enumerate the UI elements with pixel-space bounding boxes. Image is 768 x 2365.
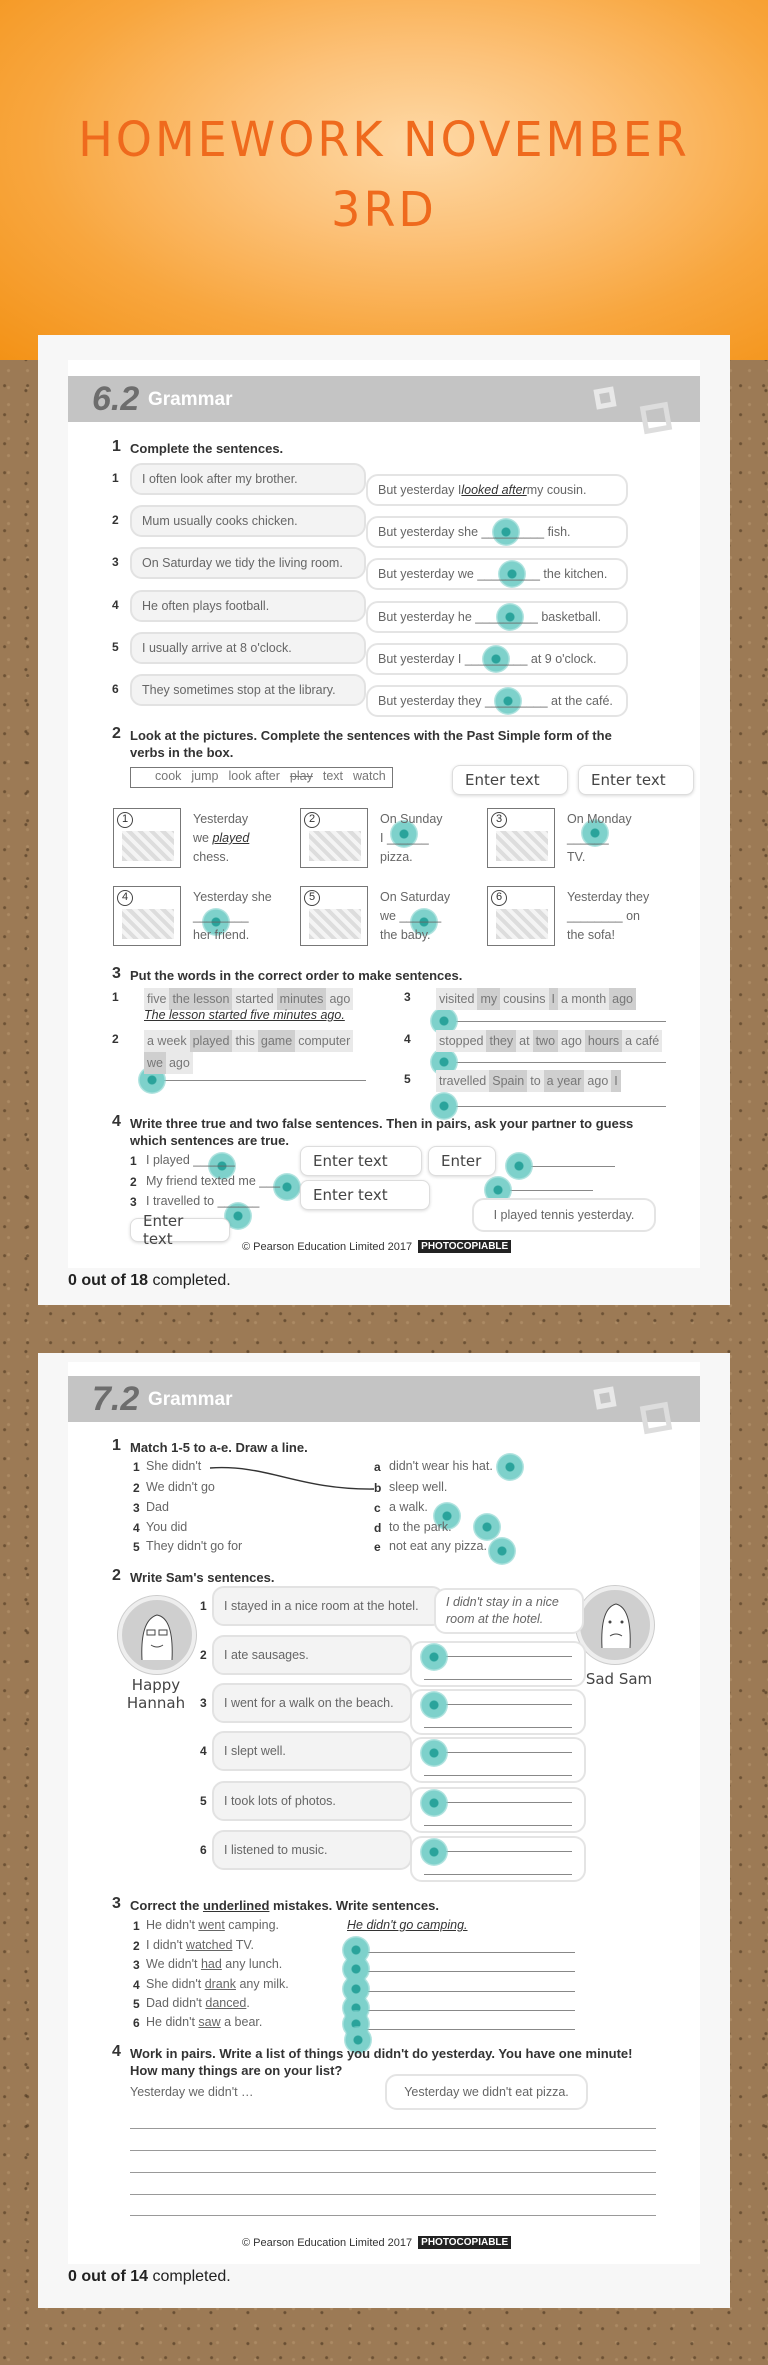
word-chip: a month (558, 988, 609, 1010)
item-letter: b (374, 1481, 382, 1495)
word-chip: started (232, 988, 276, 1010)
instr-underlined: underlined (202, 1898, 270, 1913)
word-chip: at (516, 1030, 532, 1052)
row-number: 5 (200, 1794, 207, 1808)
exercise-instruction: Complete the sentences. (130, 441, 284, 456)
answer-line (436, 1062, 666, 1063)
exercise-number: 3 (112, 965, 121, 982)
match-left-item: They didn't go for (146, 1539, 243, 1553)
item-text-part: We didn't (146, 1957, 201, 1971)
row-number: 2 (200, 1648, 207, 1662)
match-right-item: didn't wear his hat. (389, 1459, 493, 1473)
picture-number: 4 (117, 890, 133, 906)
answer-bubble (366, 474, 628, 506)
word-chip: two (533, 1030, 558, 1052)
answer-hotspot[interactable] (505, 1152, 533, 1180)
answer-hotspot[interactable] (496, 1453, 524, 1481)
word-chip: computer (295, 1030, 353, 1052)
picture-sentence (380, 888, 450, 945)
sentence-line: TV. (567, 850, 586, 864)
item-number: 3 (133, 1501, 140, 1515)
word-chip: played (190, 1030, 233, 1052)
exercise-instruction: Work in pairs. Write a list of things you didn't do yesterday. You have one minute! (130, 2046, 633, 2061)
word-chip: I (611, 1070, 620, 1092)
word-chip: stopped (436, 1030, 486, 1052)
sentence-line: On Monday (567, 812, 632, 826)
item-text (146, 1938, 254, 1952)
word-chip: a café (622, 1030, 662, 1052)
example-answer: He didn't go camping. (347, 1918, 468, 1932)
row-number: 1 (112, 471, 119, 485)
sentence-line: her friend. (193, 928, 250, 942)
answer-before: But yesterday I ______ (378, 652, 507, 666)
row-number: 4 (112, 598, 119, 612)
writing-line (130, 2215, 656, 2216)
word-chip: a year (544, 1070, 585, 1092)
answer-before: But yesterday he ______ (378, 610, 517, 624)
exercise-number: 1 (112, 1437, 121, 1454)
exercise-instruction: Match 1-5 to a-e. Draw a line. (130, 1440, 308, 1455)
sentence-line: Yesterday (193, 812, 249, 826)
word-chip: game (258, 1030, 295, 1052)
item-number: 2 (112, 1032, 119, 1046)
item-text-part: Dad didn't (146, 1996, 206, 2010)
answer-bubble (366, 558, 628, 590)
item-text: I travelled to ______ (146, 1194, 260, 1208)
prompt-bubble: Mum usually cooks chicken. (130, 505, 366, 537)
exercise-instruction-cont: How many things are on your list? (130, 2063, 343, 2078)
sam-label: Sad Sam (585, 1670, 653, 1688)
picture-number: 3 (491, 812, 507, 828)
sam-avatar (576, 1586, 654, 1664)
exercise-number: 4 (112, 2043, 121, 2060)
item-letter: c (374, 1501, 381, 1515)
example-answer: The lesson started five minutes ago. (144, 1008, 345, 1022)
sentence-line: the baby. (380, 928, 431, 942)
sentence-line: Yesterday they (567, 890, 650, 904)
sentence-line: Yesterday she (193, 890, 272, 904)
answer-line (347, 2010, 575, 2011)
answer-before: But yesterday they ______ (378, 694, 527, 708)
sentence-line: ________ on (567, 909, 640, 923)
match-line (208, 1460, 378, 1496)
row-number: 3 (112, 555, 119, 569)
decor-square-icon (640, 402, 672, 434)
picture-number: 5 (304, 890, 320, 906)
answer-after: ___ basketball. (517, 610, 602, 624)
match-right-item: sleep well. (389, 1480, 448, 1494)
word-chip: I (549, 988, 558, 1010)
row-number: 2 (112, 513, 119, 527)
prompt-bubble: They sometimes stop at the library. (130, 674, 366, 706)
answer-after: ___ at the café. (526, 694, 613, 708)
item-number: 3 (404, 990, 411, 1004)
answer-line (347, 1952, 575, 1953)
item-text (146, 2015, 262, 2029)
copyright-text: © Pearson Education Limited 2017 (242, 1240, 413, 1253)
item-number: 6 (133, 2016, 140, 2030)
answer-after: ___ at 9 o'clock. (506, 652, 597, 666)
text-entry-popup[interactable]: Enter text (578, 765, 694, 795)
hannah-bubble: I stayed in a nice room at the hotel. (212, 1586, 444, 1626)
item-text-part: He didn't (146, 2015, 199, 2029)
item-number: 2 (133, 1939, 140, 1953)
answer-line (498, 1190, 593, 1191)
answer-line (424, 1775, 572, 1776)
underlined-mistake: drank (204, 1977, 236, 1991)
answer-after: ___ fish. (523, 525, 571, 539)
sentence-line: pizza. (380, 850, 413, 864)
exercise-instruction: Write Sam's sentences. (130, 1570, 275, 1585)
instr-text: Correct the (130, 1898, 203, 1913)
word-box-item: look after (228, 769, 280, 783)
exercise-instruction-cont: which sentences are true. (130, 1133, 289, 1148)
item-number: 4 (133, 1978, 140, 1992)
item-number: 4 (133, 1521, 140, 1535)
word-box-item: text (322, 769, 344, 783)
word-chip: they (486, 1030, 516, 1052)
picture-number: 2 (304, 812, 320, 828)
hannah-label: Happy Hannah (126, 1676, 186, 1712)
row-number: 4 (200, 1744, 207, 1758)
unit-number: 7.2 (92, 1380, 140, 1418)
word-chip: travelled (436, 1070, 489, 1092)
item-text-part: a bear. (220, 2015, 263, 2029)
hannah-bubble: I listened to music. (212, 1830, 412, 1870)
sentence-line: we (193, 831, 213, 845)
item-number: 3 (130, 1195, 137, 1209)
text-entry-popup[interactable]: Enter text (452, 765, 568, 795)
answer-line (436, 1106, 666, 1107)
word-chip: hours (585, 1030, 622, 1052)
text-entry-popup[interactable]: Enter (428, 1146, 496, 1176)
writing-line (130, 2128, 656, 2129)
match-right-item: a walk. (389, 1500, 428, 1514)
picture-illustration (496, 909, 548, 939)
answer-line (424, 1825, 572, 1826)
word-chip: minutes (277, 988, 327, 1010)
unit-number: 6.2 (92, 380, 140, 418)
sentence-line: On Sunday (380, 812, 443, 826)
match-left-item: We didn't go (146, 1480, 215, 1494)
picture-5 (300, 886, 368, 946)
exercise-instruction: Put the words in the correct order to make sentences. (130, 968, 463, 983)
word-box-item: watch (353, 769, 386, 783)
item-text-part: TV. (232, 1938, 255, 1952)
answer-line (436, 1021, 666, 1022)
item-letter: d (374, 1521, 382, 1535)
word-box (130, 767, 393, 788)
copyright-footer (242, 2236, 511, 2249)
answer-line (424, 1874, 572, 1875)
word-chip: cousins (500, 988, 548, 1010)
example-bubble: I played tennis yesterday. (472, 1198, 656, 1232)
hannah-bubble: I slept well. (212, 1731, 412, 1771)
word-chip: a week (144, 1030, 190, 1052)
item-text (146, 1918, 279, 1932)
page-header (0, 0, 768, 360)
photocopiable-badge: PHOTOCOPIABLE (418, 2236, 511, 2249)
sentence-line: On Saturday (380, 890, 451, 904)
picture-sentence (567, 810, 632, 867)
item-text-part: any milk. (235, 1977, 289, 1991)
underlined-mistake: saw (198, 2015, 221, 2029)
row-number: 6 (200, 1843, 207, 1857)
page-title: HOMEWORK NOVEMBER (78, 110, 690, 168)
word-chip: to (527, 1070, 543, 1092)
underlined-mistake: went (198, 1918, 225, 1932)
answer-hotspot[interactable] (420, 1691, 448, 1719)
sentence-line: ______ (567, 831, 609, 845)
progress-suffix: completed. (148, 1272, 231, 1289)
copyright-text: © Pearson Education Limited 2017 (242, 2236, 413, 2249)
picture-number: 1 (117, 812, 133, 828)
picture-number: 6 (491, 890, 507, 906)
answer-hotspot[interactable] (420, 1789, 448, 1817)
writing-line (130, 2150, 656, 2151)
item-text (146, 1957, 282, 1971)
hannah-bubble: I took lots of photos. (212, 1781, 412, 1821)
item-number: 3 (133, 1958, 140, 1972)
picture-sentence (193, 810, 249, 867)
decor-square-icon (593, 1386, 616, 1409)
word-chip: five (144, 988, 169, 1010)
exercise-number: 2 (112, 725, 121, 742)
page-title-line2: 3RD (331, 180, 437, 238)
progress-status-2 (68, 2268, 231, 2286)
answer-line (347, 2029, 575, 2030)
sentence-line: ________ (193, 909, 249, 923)
exercise-number: 4 (112, 1113, 121, 1130)
section-title: Grammar (148, 389, 233, 410)
item-letter: a (374, 1460, 381, 1474)
word-box-item: play (289, 769, 313, 783)
word-chip: Spain (489, 1070, 527, 1092)
example-answer: looked after (461, 483, 527, 497)
answer-before: But yesterday we ______ (378, 567, 520, 581)
word-chip: ago (166, 1052, 193, 1074)
picture-1 (113, 808, 181, 868)
word-chip: visited (436, 988, 477, 1010)
exercise-number: 2 (112, 1567, 121, 1584)
picture-6 (487, 886, 555, 946)
hannah-bubble: I ate sausages. (212, 1635, 412, 1675)
item-number: 1 (133, 1919, 140, 1933)
item-text (146, 1996, 250, 2010)
answer-hotspot[interactable] (420, 1838, 448, 1866)
text-entry-popup[interactable]: Enter text (130, 1218, 230, 1242)
picture-2 (300, 808, 368, 868)
text-entry-popup[interactable]: Enter text (300, 1146, 422, 1176)
item-text: I played ______ (146, 1153, 235, 1167)
item-text: My friend texted me ___ (146, 1174, 281, 1188)
progress-status-1 (68, 1272, 231, 1290)
answer-line (144, 1080, 366, 1081)
sentence-line: we ______ (380, 909, 442, 923)
word-chip: this (232, 1030, 257, 1052)
answer-before: But yesterday I (378, 483, 462, 497)
answer-hotspot[interactable] (420, 1643, 448, 1671)
picture-3 (487, 808, 555, 868)
progress-count: 0 out of 18 (68, 1272, 149, 1289)
prompt-bubble: On Saturday we tidy the living room. (130, 547, 366, 579)
answer-before: But yesterday she ______ (378, 525, 524, 539)
answer-line (347, 1971, 575, 1972)
item-number: 4 (404, 1032, 411, 1046)
word-chips (436, 1070, 676, 1092)
item-text-part: . (246, 1996, 250, 2010)
sentence-line: chess. (193, 850, 230, 864)
writing-line (130, 2194, 656, 2195)
hannah-avatar (118, 1596, 196, 1674)
answer-hotspot[interactable] (420, 1739, 448, 1767)
word-chip: ago (326, 988, 353, 1010)
instr-text: mistakes. Write sentences. (269, 1898, 439, 1913)
row-number: 1 (200, 1599, 207, 1613)
word-chip: we (144, 1052, 166, 1074)
exercise-instruction: Write three true and two false sentences. Then in pairs, ask your partner to guess (130, 1116, 634, 1131)
progress-count: 0 out of 14 (68, 2268, 149, 2285)
decor-square-icon (640, 1402, 672, 1434)
row-number: 6 (112, 682, 119, 696)
answer-line (424, 1727, 572, 1728)
answer-hotspot[interactable] (488, 1537, 516, 1565)
exercise-number: 3 (112, 1895, 121, 1912)
copyright-footer (242, 1240, 511, 1253)
sentence-line: I ______ (380, 831, 429, 845)
answer-after: my cousin. (526, 483, 587, 497)
picture-sentence (380, 810, 443, 867)
word-chips (436, 988, 676, 1010)
match-left-item: Dad (146, 1500, 169, 1514)
word-box-item: cook (155, 769, 182, 783)
item-text-part: camping. (224, 1918, 280, 1932)
item-number: 1 (130, 1154, 137, 1168)
word-chip: ago (558, 1030, 585, 1052)
underlined-mistake: danced (205, 1996, 247, 2010)
word-chips (436, 1030, 676, 1052)
exercise-instruction: Look at the pictures. Complete the sentences with the Past Simple form of the verbs in the box. (130, 728, 612, 760)
progress-suffix: completed. (148, 2268, 231, 2285)
section-title: Grammar (148, 1389, 233, 1410)
item-number: 5 (133, 1540, 140, 1554)
match-left-item: She didn't (146, 1459, 202, 1473)
row-number: 3 (200, 1696, 207, 1710)
answer-line (424, 1679, 572, 1680)
sam-bubble: I didn't stay in a nice room at the hotel. (434, 1588, 584, 1634)
example-bubble: Yesterday we didn't eat pizza. (385, 2074, 588, 2110)
word-chips (144, 988, 384, 1010)
decor-square-icon (593, 386, 616, 409)
match-left-item: You did (146, 1520, 188, 1534)
row-number: 5 (112, 640, 119, 654)
picture-illustration (122, 831, 174, 861)
item-number: 5 (404, 1072, 411, 1086)
answer-bubble (366, 601, 628, 633)
prompt-bubble: I often look after my brother. (130, 463, 366, 495)
match-right-item: not eat any pizza. (389, 1539, 487, 1553)
match-right-item: to the park. (389, 1520, 452, 1534)
photocopiable-badge: PHOTOCOPIABLE (418, 1240, 511, 1253)
item-number: 2 (130, 1175, 137, 1189)
picture-illustration (309, 909, 361, 939)
item-number: 5 (133, 1997, 140, 2011)
prompt-text: Yesterday we didn't … (130, 2085, 254, 2099)
answer-line (347, 1991, 575, 1992)
word-chip: ago (609, 988, 636, 1010)
writing-line (130, 2172, 656, 2173)
underlined-mistake: had (200, 1957, 222, 1971)
prompt-bubble: I usually arrive at 8 o'clock. (130, 632, 366, 664)
item-number: 1 (133, 1460, 140, 1474)
exercise-number: 1 (112, 438, 121, 455)
item-text-part: any lunch. (221, 1957, 283, 1971)
item-text-part: He didn't (146, 1918, 199, 1932)
picture-illustration (309, 831, 361, 861)
answer-line (520, 1166, 615, 1167)
word-chip: ago (584, 1070, 611, 1092)
sentence-line: the sofa! (567, 928, 615, 942)
item-number: 2 (133, 1481, 140, 1495)
text-entry-popup[interactable]: Enter text (300, 1180, 430, 1210)
picture-illustration (122, 909, 174, 939)
answer-after: ___ the kitchen. (519, 567, 608, 581)
answer-bubble (366, 685, 628, 717)
word-box-item: jump (191, 769, 219, 783)
item-number: 1 (112, 990, 119, 1004)
item-text-part: I didn't (146, 1938, 186, 1952)
item-text (146, 1977, 289, 1991)
word-chip: my (477, 988, 500, 1010)
word-chips (144, 1030, 374, 1074)
word-chip: the lesson (169, 988, 232, 1010)
picture-4 (113, 886, 181, 946)
picture-illustration (496, 831, 548, 861)
picture-sentence (567, 888, 649, 945)
prompt-bubble: He often plays football. (130, 590, 366, 622)
hannah-bubble: I went for a walk on the beach. (212, 1683, 412, 1723)
example-answer: played (212, 831, 250, 845)
picture-sentence (193, 888, 272, 945)
underlined-mistake: watched (185, 1938, 233, 1952)
exercise-instruction (130, 1897, 439, 1914)
item-text-part: She didn't (146, 1977, 205, 1991)
item-letter: e (374, 1540, 381, 1554)
